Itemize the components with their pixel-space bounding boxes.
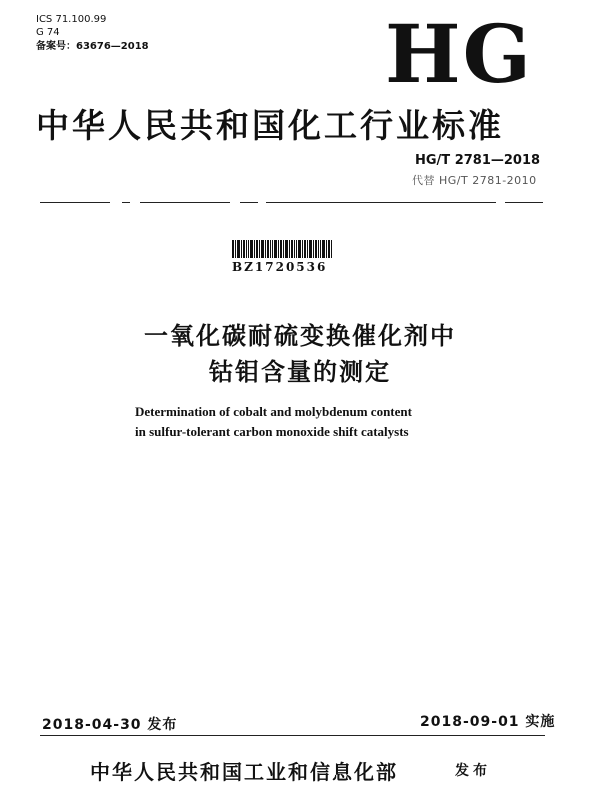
title-en-line2: in sulfur-tolerant carbon monoxide shift catalysts bbox=[135, 424, 409, 439]
separator-line bbox=[266, 202, 496, 203]
ics-code: ICS 71.100.99 bbox=[36, 14, 107, 25]
publisher-name: 中华人民共和国工业和信息化部 bbox=[90, 760, 398, 784]
filing-number: 备案号：63676—2018 bbox=[36, 41, 149, 52]
title-en-line1: Determination of cobalt and molybdenum content bbox=[135, 404, 412, 419]
replaces-standard: 代替 HG/T 2781-2010 bbox=[412, 174, 537, 187]
barcode-image bbox=[232, 240, 332, 258]
standard-number: HG/T 2781—2018 bbox=[415, 153, 541, 168]
publisher-suffix: 发布 bbox=[455, 763, 491, 779]
implementation-date: 2018-09-01 实施 bbox=[420, 714, 556, 730]
title-cn-line1: 一氧化碳耐硫变换催化剂中 bbox=[144, 322, 456, 350]
title-cn-line2: 钴钼含量的测定 bbox=[209, 358, 391, 386]
separator-line bbox=[505, 202, 543, 203]
barcode-number: BZ1720536 bbox=[232, 260, 328, 274]
separator-line bbox=[240, 202, 258, 203]
category-code: G 74 bbox=[36, 27, 60, 38]
issue-date: 2018-04-30 发布 bbox=[42, 717, 178, 733]
separator-line bbox=[140, 202, 230, 203]
bottom-separator bbox=[40, 735, 545, 736]
separator-line bbox=[122, 202, 130, 203]
hg-logo: HG bbox=[385, 7, 533, 101]
separator-line bbox=[40, 202, 110, 203]
industry-standard-title: 中华人民共和国化工行业标准 bbox=[36, 106, 504, 145]
